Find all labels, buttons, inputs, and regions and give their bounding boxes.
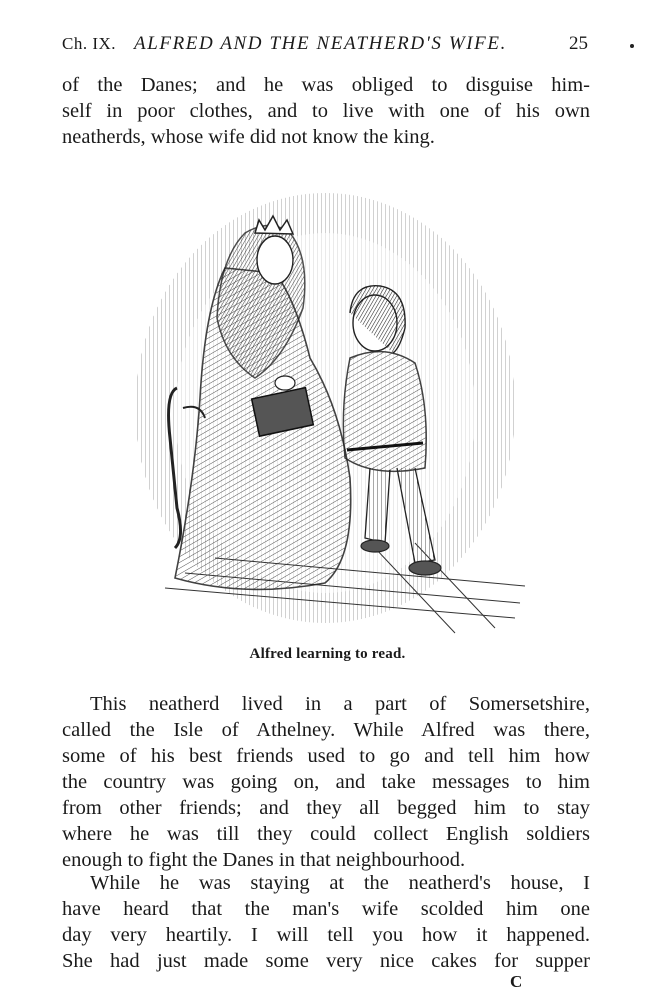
ink-speck	[630, 44, 634, 48]
page-number: 25	[569, 33, 588, 54]
text-line: self in poor clothes, and to live with one of his own	[62, 100, 590, 122]
signature-mark: C	[510, 972, 523, 991]
chapter-title: ALFRED AND THE NEATHERD'S WIFE.	[134, 33, 507, 54]
text-line: She had just made some very nice cakes for supper	[62, 950, 590, 972]
figure-caption: Alfred learning to read.	[249, 646, 406, 662]
text-line: some of his best friends used to go and tell him how	[62, 745, 590, 767]
text-line: neatherds, whose wife did not know the king.	[62, 126, 435, 148]
text-line: have heard that the man's wife scolded him one	[62, 898, 590, 920]
text-line: from other friends; and they all begged him to stay	[62, 797, 590, 819]
text-line: day very heartily. I will tell you how it happened.	[62, 924, 590, 946]
engraving-illustration	[125, 178, 535, 638]
text-line: called the Isle of Athelney. While Alfred was there,	[62, 719, 590, 741]
paragraph-neatherds-house	[62, 870, 590, 974]
text-line: This neatherd lived in a part of Somersetshire,	[90, 693, 590, 715]
paragraph-continuation	[62, 72, 590, 150]
running-head	[62, 30, 592, 58]
text-line: where he was till they could collect English soldiers	[62, 823, 590, 845]
chapter-label: Ch. IX.	[62, 34, 117, 53]
text-line: the country was going on, and take messages to him	[62, 771, 590, 793]
text-line: of the Danes; and he was obliged to disguise him-	[62, 74, 590, 96]
paragraph-isle-of-athelney	[62, 691, 590, 873]
text-line: enough to fight the Danes in that neighbourhood.	[62, 849, 466, 871]
text-line: While he was staying at the neatherd's house, I	[90, 872, 590, 894]
engraving-image	[125, 178, 535, 638]
